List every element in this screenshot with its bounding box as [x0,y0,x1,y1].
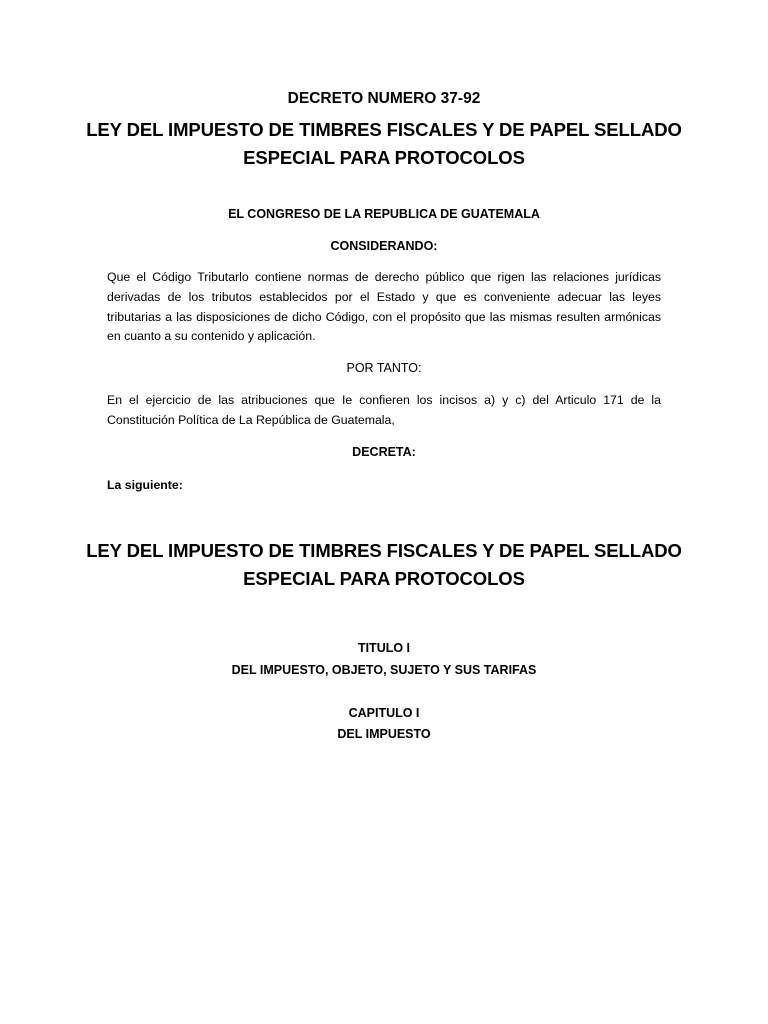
capitulo-subheading: DEL IMPUESTO [337,727,431,741]
decreta-heading: DECRETA: [352,445,416,459]
decree-number: DECRETO NUMERO 37-92 [287,90,481,107]
law-title-repeat-line-1: LEY DEL IMPUESTO DE TIMBRES FISCALES Y DE PAPEL SELLADO [86,540,682,561]
law-title [0,116,768,172]
considerando-paragraph: Que el Código Tributarlo contiene normas de derecho público que rigen las relaciones jurídicas derivadas de los tributos establecidos por el Estado y que es conveniente adecuar las leyes tributarias a las disposiciones de dicho Código, con el propósito que las mismas resulten armónicas en cuanto a su contenido y aplicación. [107,270,661,344]
por-tanto-heading: POR TANTO: [346,361,422,375]
por-tanto-paragraph: En el ejercicio de las atribuciones que Ie confieren los incisos a) y c) del Articulo 171 de la Constitución Política de La República de Guatemala, [107,393,661,427]
law-title-repeat [0,537,768,593]
law-title-line-1: LEY DEL IMPUESTO DE TIMBRES FISCALES Y DE PAPEL SELLADO [86,119,682,140]
law-title-line-2: ESPECIAL PARA PROTOCOLOS [243,147,525,168]
considerando-heading: CONSIDERANDO: [330,239,438,253]
decreta-text: La siguiente: [107,478,183,492]
law-title-repeat-line-2: ESPECIAL PARA PROTOCOLOS [243,568,525,589]
titulo-heading: TITULO I [357,641,411,655]
capitulo-heading: CAPITULO I [348,706,420,720]
congress-heading: EL CONGRESO DE LA REPUBLICA DE GUATEMALA [228,207,540,221]
titulo-subheading: DEL IMPUESTO, OBJETO, SUJETO Y SUS TARIFAS [231,663,537,677]
